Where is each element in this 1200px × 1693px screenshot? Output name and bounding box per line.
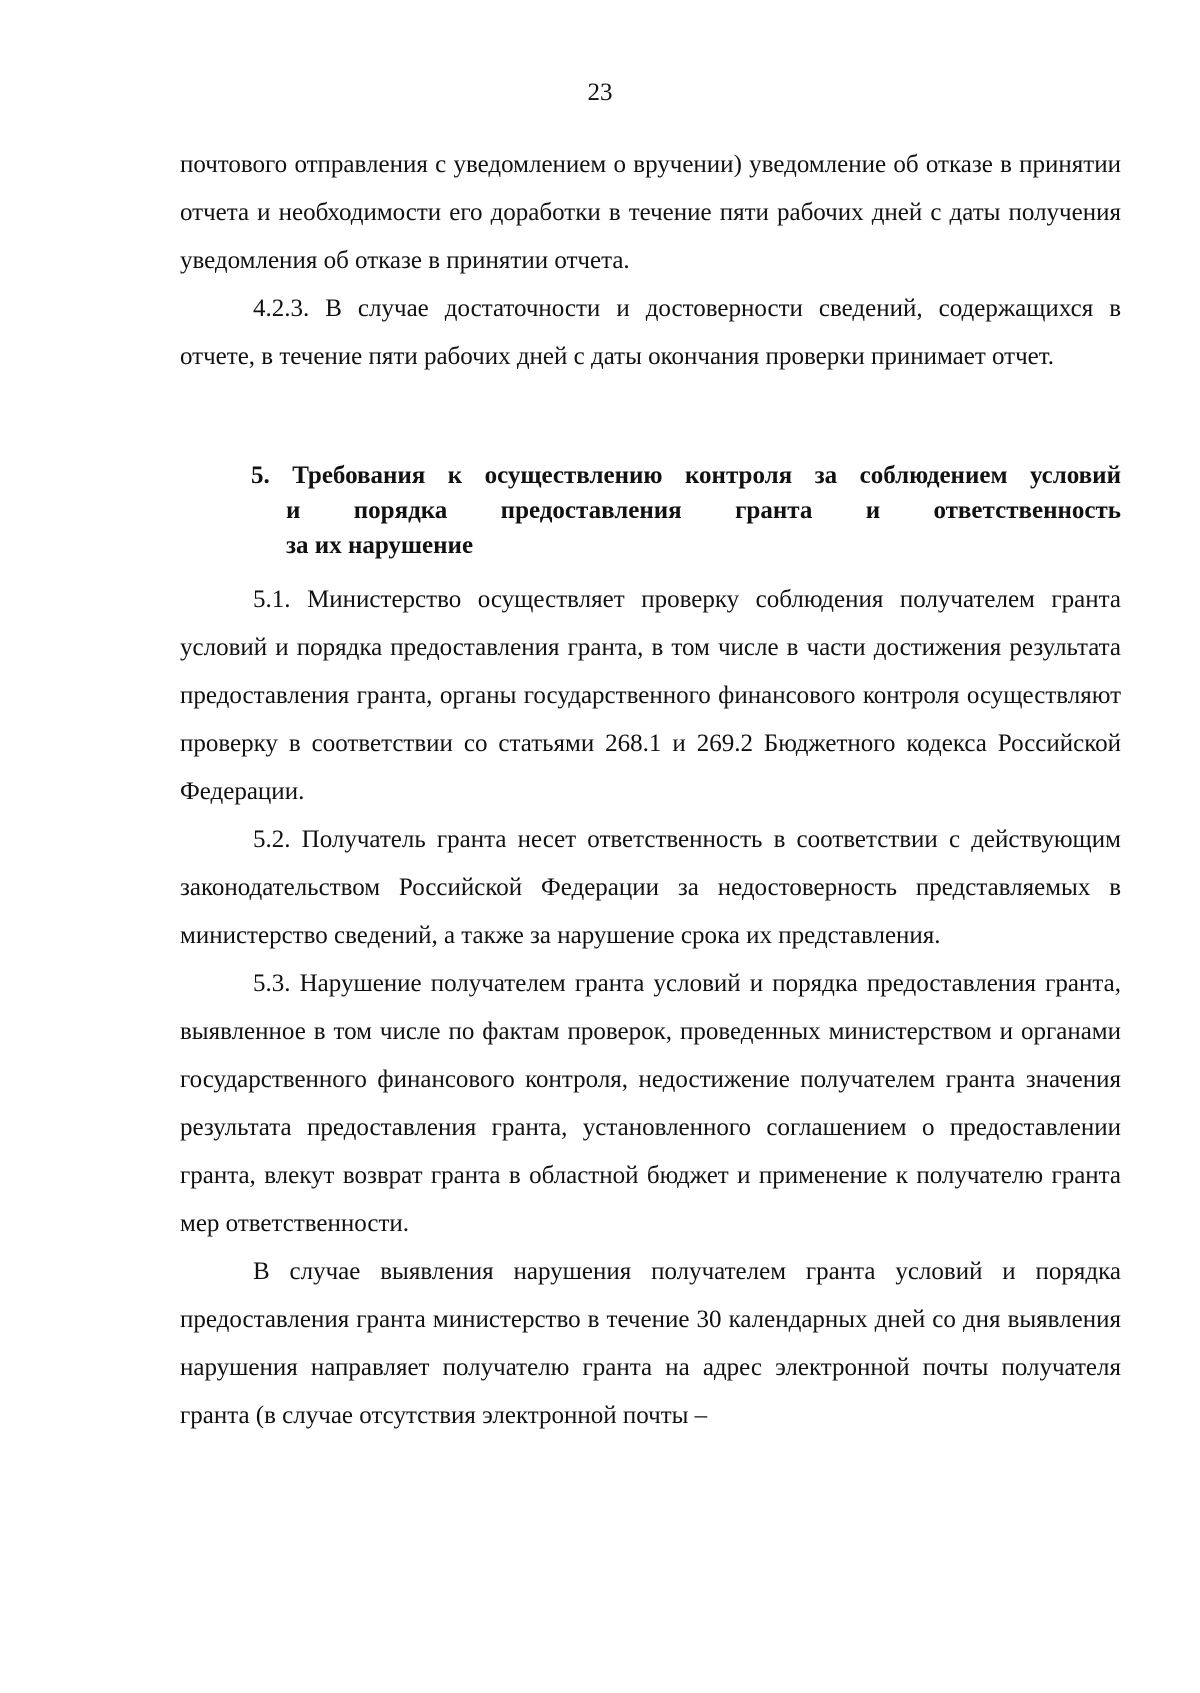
section-heading-line-2: и порядка предоставления гранта и ответственность (286, 497, 1121, 524)
body-text-block (180, 576, 1121, 1440)
section-heading-line-3: за их нарушение (286, 532, 474, 559)
page-number: 23 (587, 79, 613, 106)
paragraph-5-3: 5.3. Нарушение получателем гранта условий и порядка предоставления гранта, выявленное в том числе по фактам проверок, проведенных министерством и органами государственного финансового контроля, недостижение получателем гранта значения результата предоставления гранта, установленного соглашением о предоставлении гранта, влекут возврат гранта в областной бюджет и применение к получателю гранта мер ответственности. (180, 970, 1121, 1237)
paragraph-5-2: 5.2. Получатель гранта несет ответственность в соответствии с действующим законодательством Российской Федерации за недостоверность представляемых в министерство сведений, а также за нарушение срока их представления. (180, 826, 1121, 949)
section-heading (251, 458, 1121, 563)
section-heading-line-1: 5. Требования к осуществлению контроля за соблюдением условий (251, 462, 1121, 489)
paragraph-4-2-3: 4.2.3. В случае достаточности и достоверности сведений, содержащихся в отчете, в течение пяти рабочих дней с даты окончания проверки принимает отчет. (180, 295, 1121, 370)
paragraph-continuation: почтового отправления с уведомлением о вручении) уведомление об отказе в принятии отчета и необходимости его доработки в течение пяти рабочих дней с даты получения уведомления об отказе в принятии отчета. (180, 151, 1121, 274)
paragraph-violation-notice: В случае выявления нарушения получателем гранта условий и порядка предоставления гранта министерство в течение 30 календарных дней со дня выявления нарушения направляет получателю гранта на адрес электронной почты получателя гранта (в случае отсутствия электронной почты – (180, 1258, 1121, 1429)
top-text-block (180, 141, 1121, 381)
paragraph-5-1: 5.1. Министерство осуществляет проверку соблюдения получателем гранта условий и порядка предоставления гранта, в том числе в части достижения результата предоставления гранта, органы государственного финансового контроля осуществляют проверку в соответствии со статьями 268.1 и 269.2 Бюджетного кодекса Российской Федерации. (180, 586, 1121, 805)
